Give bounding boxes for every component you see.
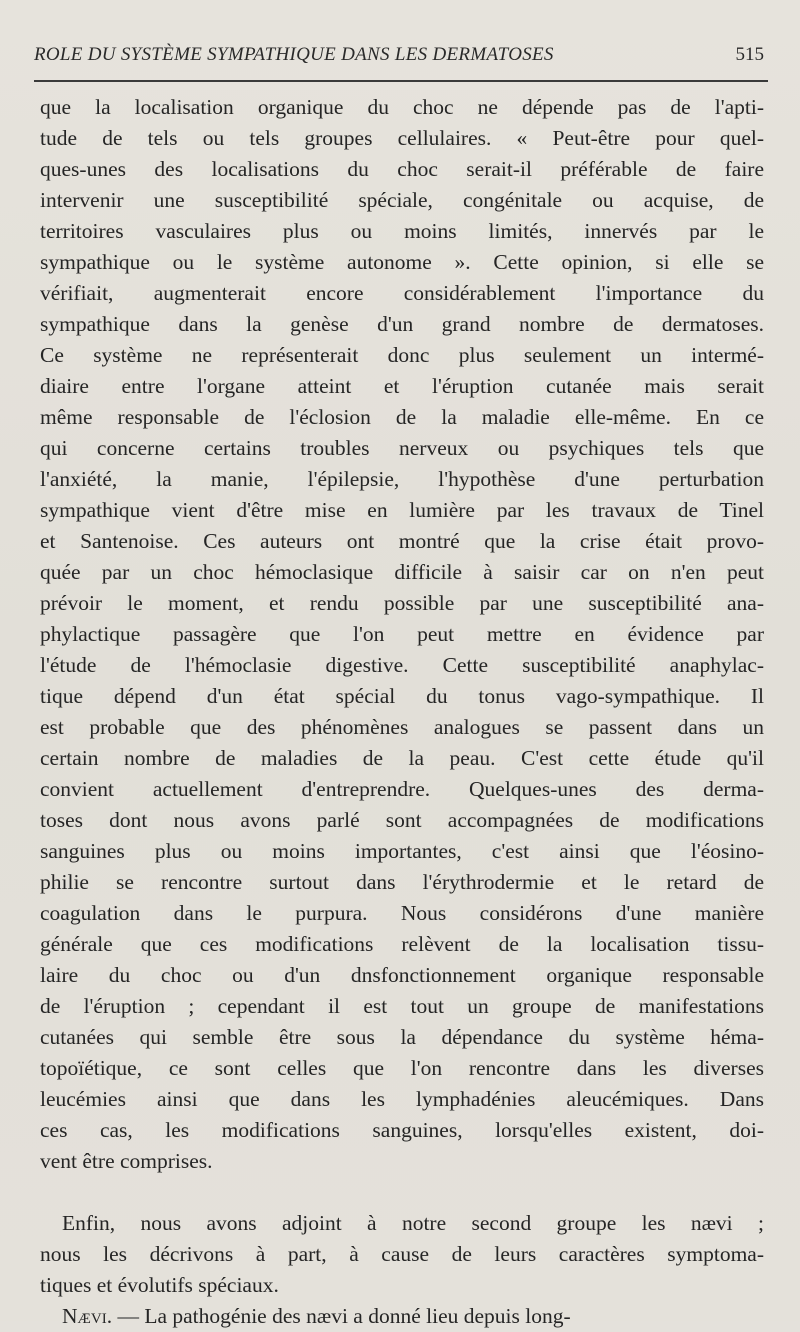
text-line: tique dépend d'un état spécial du tonus vago-sympathique. Il [40, 684, 764, 708]
paragraph-gap [40, 1177, 764, 1208]
running-title: ROLE DU SYSTÈME SYMPATHIQUE DANS LES DERMATOSES [34, 44, 554, 65]
text-line: philie se rencontre surtout dans l'érythrodermie et le retard de [40, 870, 764, 894]
text-line: ces cas, les modifications sanguines, lorsqu'elles existent, doi- [40, 1118, 764, 1142]
running-head [34, 44, 764, 72]
text-line: l'anxiété, la manie, l'épilepsie, l'hypothèse d'une perturbation [40, 467, 764, 491]
text-line: coagulation dans le purpura. Nous considérons d'une manière [40, 901, 764, 925]
text-line: nous les décrivons à part, à cause de leurs caractères symptoma- [40, 1242, 764, 1266]
text-line: territoires vasculaires plus ou moins limités, innervés par le [40, 219, 764, 243]
text-line: est probable que des phénomènes analogues se passent dans un [40, 715, 764, 739]
text-line: certain nombre de maladies de la peau. C'est cette étude qu'il [40, 746, 764, 770]
text-line: tiques et évolutifs spéciaux. [40, 1273, 279, 1297]
text-line: générale que ces modifications relèvent de la localisation tissu- [40, 932, 764, 956]
paragraph-1 [40, 92, 764, 1177]
text-line: intervenir une susceptibilité spéciale, congénitale ou acquise, de [40, 188, 764, 212]
paragraph-3 [40, 1301, 764, 1332]
text-line: diaire entre l'organe atteint et l'éruption cutanée mais serait [40, 374, 764, 398]
text-line: sympathique dans la genèse d'un grand nombre de dermatoses. [40, 312, 764, 336]
text-line: toses dont nous avons parlé sont accompagnées de modifications [40, 808, 764, 832]
text-line: et Santenoise. Ces auteurs ont montré que la crise était provo- [40, 529, 764, 553]
text-line: Ce système ne représenterait donc plus seulement un intermé- [40, 343, 764, 367]
body-text [40, 92, 764, 1332]
text-line: ques-unes des localisations du choc serait-il préférable de faire [40, 157, 764, 181]
paragraph-2 [40, 1208, 764, 1301]
text-line: l'étude de l'hémoclasie digestive. Cette susceptibilité anaphylac- [40, 653, 764, 677]
text-line: de l'éruption ; cependant il est tout un groupe de manifestations [40, 994, 764, 1018]
page-number: 515 [735, 44, 764, 65]
text-line: convient actuellement d'entreprendre. Quelques-unes des derma- [40, 777, 764, 801]
text-line: sanguines plus ou moins importantes, c'est ainsi que l'éosino- [40, 839, 764, 863]
text-line: topoïétique, ce sont celles que l'on rencontre dans les diverses [40, 1056, 764, 1080]
text-line: vent être comprises. [40, 1149, 213, 1173]
text-line: prévoir le moment, et rendu possible par une susceptibilité ana- [40, 591, 764, 615]
text-line: laire du choc ou d'un dnsfonctionnement organique responsable [40, 963, 764, 987]
section-heading-naevi: Nævi. [62, 1304, 113, 1328]
text-line [40, 1301, 764, 1332]
text-line: vérifiait, augmenterait encore considérablement l'importance du [40, 281, 764, 305]
text-line: cutanées qui semble être sous la dépendance du système héma- [40, 1025, 764, 1049]
text-line: sympathique ou le système autonome ». Cette opinion, si elle se [40, 250, 764, 274]
text-line: leucémies ainsi que dans les lymphadénies aleucémiques. Dans [40, 1087, 764, 1111]
header-rule [34, 80, 768, 82]
text-line: qui concerne certains troubles nerveux ou psychiques tels que [40, 436, 764, 460]
text-line: quée par un choc hémoclasique difficile à saisir car on n'en peut [40, 560, 764, 584]
text-line: même responsable de l'éclosion de la maladie elle-même. En ce [40, 405, 764, 429]
text-run: — La pathogénie des nævi a donné lieu depuis long- [112, 1304, 571, 1328]
text-line: que la localisation organique du choc ne dépende pas de l'apti- [40, 95, 764, 119]
text-line: phylactique passagère que l'on peut mettre en évidence par [40, 622, 764, 646]
text-line: tude de tels ou tels groupes cellulaires. « Peut-être pour quel- [40, 126, 764, 150]
text-line: Enfin, nous avons adjoint à notre second groupe les nævi ; [62, 1211, 764, 1235]
text-line: sympathique vient d'être mise en lumière par les travaux de Tinel [40, 498, 764, 522]
